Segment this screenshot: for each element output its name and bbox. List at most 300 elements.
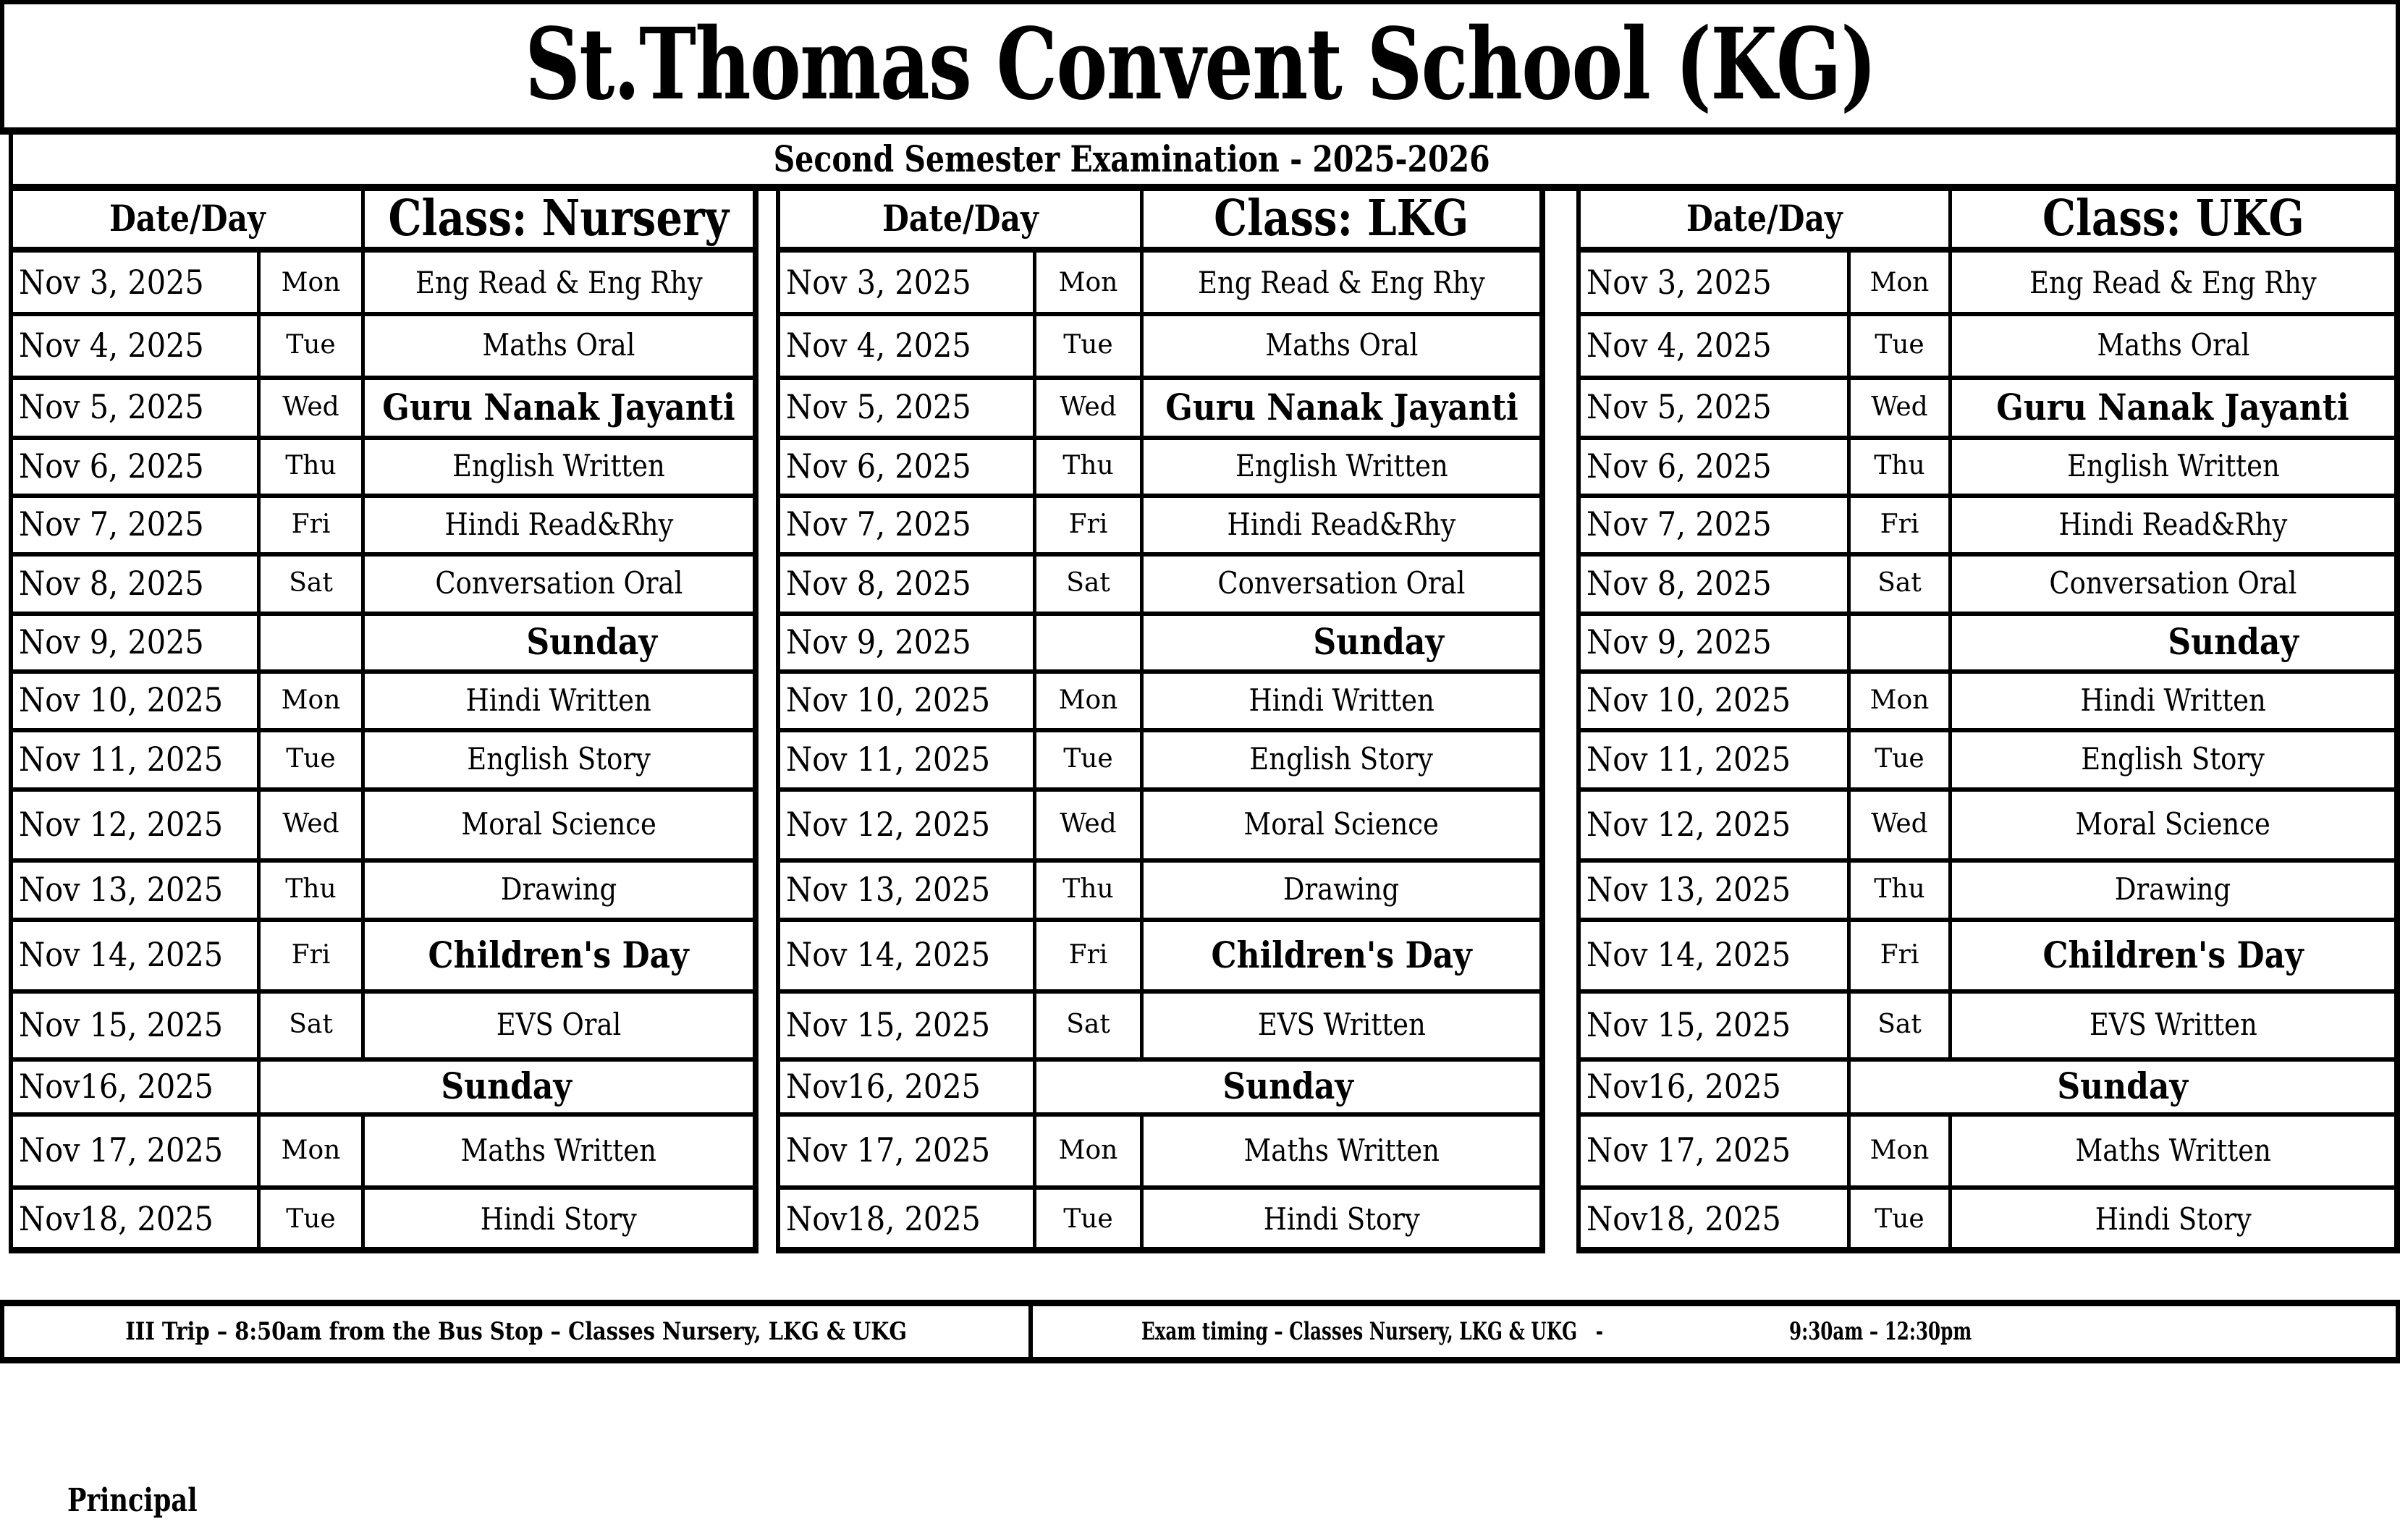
subject-cell <box>1140 672 1539 728</box>
day-cell <box>257 860 361 918</box>
holiday-text: Sunday <box>1313 620 1444 663</box>
day-cell <box>1033 860 1140 918</box>
date-text: Nov 12, 2025 <box>786 804 991 844</box>
class-header <box>1948 190 2394 253</box>
holiday-text: Children's Day <box>1211 933 1472 976</box>
date-day-header <box>13 190 361 253</box>
subject-text: Hindi Read&Rhy <box>444 506 673 542</box>
date-cell <box>1581 860 1847 918</box>
date-text: Nov 10, 2025 <box>1586 680 1791 719</box>
table-row <box>1581 790 2394 863</box>
subject-text: English Story <box>467 741 651 777</box>
date-text: Nov18, 2025 <box>786 1199 981 1238</box>
day-text: Thu <box>285 874 337 904</box>
table-row <box>13 860 753 922</box>
day-cell <box>1033 1188 1140 1250</box>
day-cell <box>257 672 361 728</box>
day-text: Fri <box>1880 939 1919 970</box>
holiday-text: Children's Day <box>428 933 690 976</box>
table-row <box>780 614 1539 674</box>
table-row <box>1581 554 2394 616</box>
holiday-text: Children's Day <box>2042 933 2304 976</box>
date-cell <box>13 438 257 494</box>
holiday-cell <box>361 614 753 669</box>
day-text: Wed <box>1871 809 1928 839</box>
subject-cell <box>361 730 753 787</box>
subject-text: Eng Read & Eng Rhy <box>415 264 703 300</box>
table-row <box>13 378 753 440</box>
day-text: Fri <box>1068 509 1108 539</box>
day-cell <box>1033 438 1140 494</box>
day-text: Wed <box>282 809 339 839</box>
class-table-1 <box>9 190 759 1253</box>
exam-timing <box>1033 1306 2396 1357</box>
table-row <box>13 790 753 863</box>
holiday-text: Sunday <box>2057 1065 2188 1107</box>
subtitle-box <box>9 133 2400 191</box>
day-text: Mon <box>1058 267 1118 297</box>
table-row <box>13 614 753 674</box>
class-table-2 <box>776 190 1545 1253</box>
day-text: Tue <box>286 1203 336 1234</box>
date-text: Nov 9, 2025 <box>786 622 971 661</box>
day-cell <box>1033 614 1140 669</box>
table-row <box>1581 496 2394 557</box>
subject-text: Hindi Written <box>465 682 652 718</box>
exam-timing-text <box>1141 1317 2004 1346</box>
subject-text: EVS Written <box>2089 1007 2257 1042</box>
date-cell <box>1581 614 1847 669</box>
date-text: Nov 9, 2025 <box>1586 622 1772 661</box>
subject-cell <box>1948 672 2394 728</box>
subject-text: Hindi Written <box>2080 682 2266 718</box>
holiday-text: Guru Nanak Jayanti <box>1996 385 2350 428</box>
table-row <box>1581 730 2394 792</box>
table-row <box>13 730 753 792</box>
day-cell <box>1847 253 1948 312</box>
subject-text: EVS Oral <box>496 1007 622 1042</box>
subject-cell <box>1948 991 2394 1057</box>
subject-text: Maths Oral <box>482 327 635 363</box>
subject-cell <box>361 496 753 552</box>
subject-cell <box>1140 438 1539 494</box>
date-text: Nov 3, 2025 <box>19 263 204 302</box>
date-text: Nov 12, 2025 <box>19 804 224 844</box>
day-text: Fri <box>1068 939 1108 970</box>
day-cell <box>1033 790 1140 858</box>
subject-cell <box>1948 496 2394 552</box>
date-text: Nov 15, 2025 <box>1586 1004 1791 1044</box>
date-cell <box>780 672 1033 728</box>
holiday-text: Sunday <box>1222 1065 1353 1107</box>
day-text: Tue <box>1875 744 1924 774</box>
date-text: Nov 13, 2025 <box>19 869 224 909</box>
day-cell <box>1847 860 1948 918</box>
date-text: Nov 13, 2025 <box>1586 869 1791 909</box>
day-text: Tue <box>1063 330 1113 360</box>
date-text: Nov 3, 2025 <box>786 263 971 302</box>
table-row <box>13 314 753 380</box>
day-text: Thu <box>1062 874 1114 904</box>
day-cell <box>1847 920 1948 989</box>
subject-text: Maths Written <box>1243 1132 1440 1168</box>
subject-cell <box>361 991 753 1057</box>
date-day-header-label: Date/Day <box>882 197 1039 240</box>
date-cell <box>13 790 257 858</box>
date-cell <box>780 253 1033 312</box>
subject-cell <box>361 438 753 494</box>
table-row <box>780 378 1539 440</box>
subject-text: Hindi Story <box>1263 1201 1420 1237</box>
day-cell <box>1847 496 1948 552</box>
day-cell <box>257 1188 361 1250</box>
subject-cell <box>1140 991 1539 1057</box>
subject-cell <box>361 1188 753 1250</box>
table-row <box>780 991 1539 1062</box>
date-text: Nov 4, 2025 <box>19 325 204 365</box>
subject-text: Eng Read & Eng Rhy <box>2029 264 2317 300</box>
day-cell <box>1847 991 1948 1057</box>
date-cell <box>1581 1059 1847 1112</box>
table-row <box>780 730 1539 792</box>
table-row <box>780 496 1539 557</box>
day-cell <box>1847 438 1948 494</box>
date-cell <box>1581 378 1847 436</box>
day-cell <box>1033 314 1140 376</box>
subject-cell <box>361 672 753 728</box>
day-cell <box>1847 554 1948 612</box>
table-row <box>1581 672 2394 732</box>
subject-cell <box>361 554 753 612</box>
subject-text: English Story <box>1249 741 1434 777</box>
holiday-cell <box>1948 920 2394 989</box>
date-cell <box>13 1114 257 1185</box>
date-day-header <box>780 190 1140 253</box>
subject-cell <box>1140 1188 1539 1250</box>
date-cell <box>13 496 257 552</box>
date-text: Nov 7, 2025 <box>19 504 204 543</box>
subject-text: Hindi Read&Rhy <box>1227 506 1456 542</box>
date-text: Nov 5, 2025 <box>19 387 204 426</box>
subject-cell <box>361 1114 753 1185</box>
class-header-label: Class: LKG <box>1214 189 1469 248</box>
subject-text: Conversation Oral <box>434 565 683 601</box>
day-text: Mon <box>1058 1135 1118 1165</box>
table-row <box>13 438 753 498</box>
day-text: Thu <box>1874 451 1925 481</box>
date-text: Nov 13, 2025 <box>786 869 991 909</box>
subject-text: Drawing <box>1283 871 1400 907</box>
holiday-cell <box>361 920 753 989</box>
day-cell <box>1847 1188 1948 1250</box>
date-cell <box>13 314 257 376</box>
day-cell <box>1033 1114 1140 1185</box>
subject-cell <box>361 314 753 376</box>
day-cell <box>257 1114 361 1185</box>
day-cell <box>257 378 361 436</box>
date-cell <box>13 672 257 728</box>
subject-text: Maths Written <box>460 1132 657 1168</box>
date-text: Nov 5, 2025 <box>786 387 971 426</box>
subject-text: Hindi Written <box>1248 682 1434 718</box>
table-row <box>13 991 753 1062</box>
subject-text: Maths Oral <box>2096 327 2250 363</box>
table-row <box>1581 1059 2394 1117</box>
table-row <box>780 314 1539 380</box>
date-cell <box>13 1059 257 1112</box>
date-text: Nov 9, 2025 <box>19 622 204 661</box>
day-cell <box>257 253 361 312</box>
subject-text: English Story <box>2081 741 2265 777</box>
table-row <box>780 1188 1539 1250</box>
footer-notes <box>0 1300 2400 1363</box>
date-cell <box>780 1059 1033 1112</box>
class-header-label: Class: Nursery <box>388 189 730 248</box>
date-text: Nov16, 2025 <box>786 1066 981 1106</box>
subject-cell <box>1948 253 2394 312</box>
date-text: Nov 6, 2025 <box>1586 446 1772 486</box>
day-text: Fri <box>1880 509 1919 539</box>
table-row <box>1581 1114 2394 1190</box>
date-cell <box>13 991 257 1057</box>
date-text: Nov16, 2025 <box>19 1066 214 1106</box>
holiday-text: Sunday <box>2168 620 2299 663</box>
date-cell <box>1581 672 1847 728</box>
day-cell <box>257 920 361 989</box>
date-text: Nov 12, 2025 <box>1586 804 1791 844</box>
day-text: Mon <box>1058 685 1118 715</box>
day-cell <box>1847 314 1948 376</box>
date-text: Nov 8, 2025 <box>19 563 204 603</box>
date-text: Nov 14, 2025 <box>19 935 224 974</box>
date-cell <box>13 920 257 989</box>
day-text: Sat <box>289 568 333 598</box>
day-text: Wed <box>1060 392 1117 422</box>
date-text: Nov 17, 2025 <box>19 1130 224 1169</box>
holiday-cell <box>1140 378 1539 436</box>
date-text: Nov 14, 2025 <box>786 935 991 974</box>
table-row <box>1581 920 2394 994</box>
table-row <box>13 672 753 732</box>
day-cell <box>1847 614 1948 669</box>
trip-note <box>4 1306 1033 1357</box>
date-text: Nov 6, 2025 <box>19 446 204 486</box>
principal-label: Principal <box>67 1482 198 1519</box>
date-cell <box>1581 496 1847 552</box>
day-text: Tue <box>1063 1203 1113 1234</box>
day-text: Tue <box>1875 1203 1924 1234</box>
day-cell <box>1033 991 1140 1057</box>
exam-timing-label: Exam timing – Classes Nursery, LKG & UKG - <box>1141 1317 1603 1346</box>
trip-note-text: III Trip – 8:50am from the Bus Stop – Classes Nursery, LKG & UKG <box>125 1317 908 1346</box>
date-text: Nov 10, 2025 <box>19 680 224 719</box>
table-row <box>13 920 753 994</box>
date-cell <box>1581 1188 1847 1250</box>
table-row <box>1581 614 2394 674</box>
day-text: Mon <box>1869 267 1930 297</box>
date-cell <box>780 991 1033 1057</box>
date-text: Nov 11, 2025 <box>19 739 224 779</box>
day-text: Tue <box>286 744 336 774</box>
subject-text: Maths Oral <box>1264 327 1419 363</box>
date-text: Nov 7, 2025 <box>1586 504 1772 543</box>
exam-timing-value: 9:30am – 12:30pm <box>1788 1317 1972 1346</box>
table-row <box>780 920 1539 994</box>
subject-text: English Written <box>1235 448 1448 483</box>
subject-cell <box>1140 1114 1539 1185</box>
date-text: Nov 17, 2025 <box>1586 1130 1791 1169</box>
date-text: Nov 11, 2025 <box>786 739 991 779</box>
date-cell <box>13 730 257 787</box>
date-text: Nov 6, 2025 <box>786 446 971 486</box>
holiday-cell <box>1948 614 2394 669</box>
day-cell <box>1847 1114 1948 1185</box>
subject-cell <box>1948 1188 2394 1250</box>
date-cell <box>13 1188 257 1250</box>
subject-text: Drawing <box>2115 871 2231 907</box>
date-cell <box>780 438 1033 494</box>
date-text: Nov18, 2025 <box>19 1199 214 1238</box>
table-row <box>780 554 1539 616</box>
subject-cell <box>1140 496 1539 552</box>
holiday-text: Sunday <box>526 620 657 663</box>
subject-text: Drawing <box>500 871 617 907</box>
principal-signature <box>67 1482 229 1519</box>
title-box <box>0 0 2400 135</box>
table-row <box>13 496 753 557</box>
day-cell <box>1033 730 1140 787</box>
day-text: Tue <box>1875 330 1924 360</box>
day-cell <box>257 438 361 494</box>
day-text: Sat <box>1877 1010 1922 1039</box>
table-row <box>780 860 1539 922</box>
holiday-text: Guru Nanak Jayanti <box>1165 385 1518 428</box>
subject-text: Hindi Story <box>480 1201 638 1237</box>
date-cell <box>780 554 1033 612</box>
table-row <box>780 790 1539 863</box>
day-text: Fri <box>291 509 331 539</box>
date-text: Nov 15, 2025 <box>19 1004 224 1044</box>
subject-cell <box>1948 554 2394 612</box>
table-row <box>780 253 1539 316</box>
day-cell <box>1033 920 1140 989</box>
day-cell <box>257 314 361 376</box>
class-header <box>1140 190 1539 253</box>
date-text: Nov 3, 2025 <box>1586 263 1772 302</box>
table-row <box>1581 253 2394 316</box>
subject-text: Moral Science <box>1243 806 1440 842</box>
subject-cell <box>1948 1114 2394 1185</box>
holiday-cell <box>1140 920 1539 989</box>
holiday-cell <box>1033 1059 1539 1112</box>
date-day-header-label: Date/Day <box>1686 197 1843 240</box>
table-row <box>780 438 1539 498</box>
holiday-text: Guru Nanak Jayanti <box>382 385 735 428</box>
table-row <box>13 554 753 616</box>
day-cell <box>257 496 361 552</box>
date-cell <box>13 554 257 612</box>
day-text: Wed <box>1871 392 1928 422</box>
subject-text: Conversation Oral <box>1217 565 1466 601</box>
day-cell <box>257 730 361 787</box>
date-cell <box>780 614 1033 669</box>
day-cell <box>257 614 361 669</box>
date-cell <box>780 1188 1033 1250</box>
date-cell <box>780 920 1033 989</box>
day-cell <box>1033 378 1140 436</box>
class-header <box>361 190 753 253</box>
day-cell <box>257 554 361 612</box>
subject-text: Eng Read & Eng Rhy <box>1198 264 1485 300</box>
date-text: Nov 17, 2025 <box>786 1130 991 1169</box>
date-cell <box>780 314 1033 376</box>
day-cell <box>1847 378 1948 436</box>
subject-cell <box>361 860 753 918</box>
day-text: Thu <box>1874 874 1925 904</box>
date-cell <box>1581 730 1847 787</box>
day-text: Mon <box>281 685 341 715</box>
date-cell <box>1581 790 1847 858</box>
day-text: Sat <box>1066 568 1110 598</box>
day-cell <box>1847 730 1948 787</box>
day-text: Thu <box>285 451 337 481</box>
holiday-cell <box>1140 614 1539 669</box>
table-row <box>13 1059 753 1117</box>
day-cell <box>1033 554 1140 612</box>
day-text: Mon <box>1869 1135 1930 1165</box>
date-cell <box>780 730 1033 787</box>
subject-cell <box>1140 860 1539 918</box>
table-row <box>780 672 1539 732</box>
subject-text: Hindi Story <box>2095 1201 2252 1237</box>
table-row <box>1581 438 2394 498</box>
holiday-cell <box>361 378 753 436</box>
table-row <box>1581 860 2394 922</box>
date-text: Nov16, 2025 <box>1586 1066 1781 1106</box>
subject-cell <box>361 253 753 312</box>
day-text: Fri <box>291 939 331 970</box>
date-text: Nov 14, 2025 <box>1586 935 1791 974</box>
date-text: Nov 15, 2025 <box>786 1004 991 1044</box>
date-cell <box>780 496 1033 552</box>
day-text: Tue <box>1063 744 1113 774</box>
holiday-cell <box>1948 378 2394 436</box>
day-text: Mon <box>281 267 341 297</box>
subject-cell <box>1140 790 1539 858</box>
day-text: Sat <box>1877 568 1922 598</box>
day-text: Wed <box>1060 809 1117 839</box>
subject-cell <box>1140 554 1539 612</box>
date-cell <box>13 614 257 669</box>
exam-subtitle: Second Semester Examination - 2025-2026 <box>774 137 1490 180</box>
holiday-cell <box>257 1059 753 1112</box>
day-cell <box>1033 253 1140 312</box>
school-title: St.Thomas Convent School (KG) <box>524 7 1876 122</box>
class-header-label: Class: UKG <box>2042 189 2304 248</box>
date-cell <box>13 860 257 918</box>
day-text: Mon <box>1869 685 1930 715</box>
date-day-header <box>1581 190 1948 253</box>
table-row <box>1581 991 2394 1062</box>
date-cell <box>780 378 1033 436</box>
subject-cell <box>1140 730 1539 787</box>
subject-text: Hindi Read&Rhy <box>2058 506 2288 542</box>
table-row <box>1581 378 2394 440</box>
date-cell <box>780 790 1033 858</box>
day-text: Sat <box>289 1010 333 1039</box>
subject-cell <box>1948 314 2394 376</box>
subject-cell <box>1948 438 2394 494</box>
